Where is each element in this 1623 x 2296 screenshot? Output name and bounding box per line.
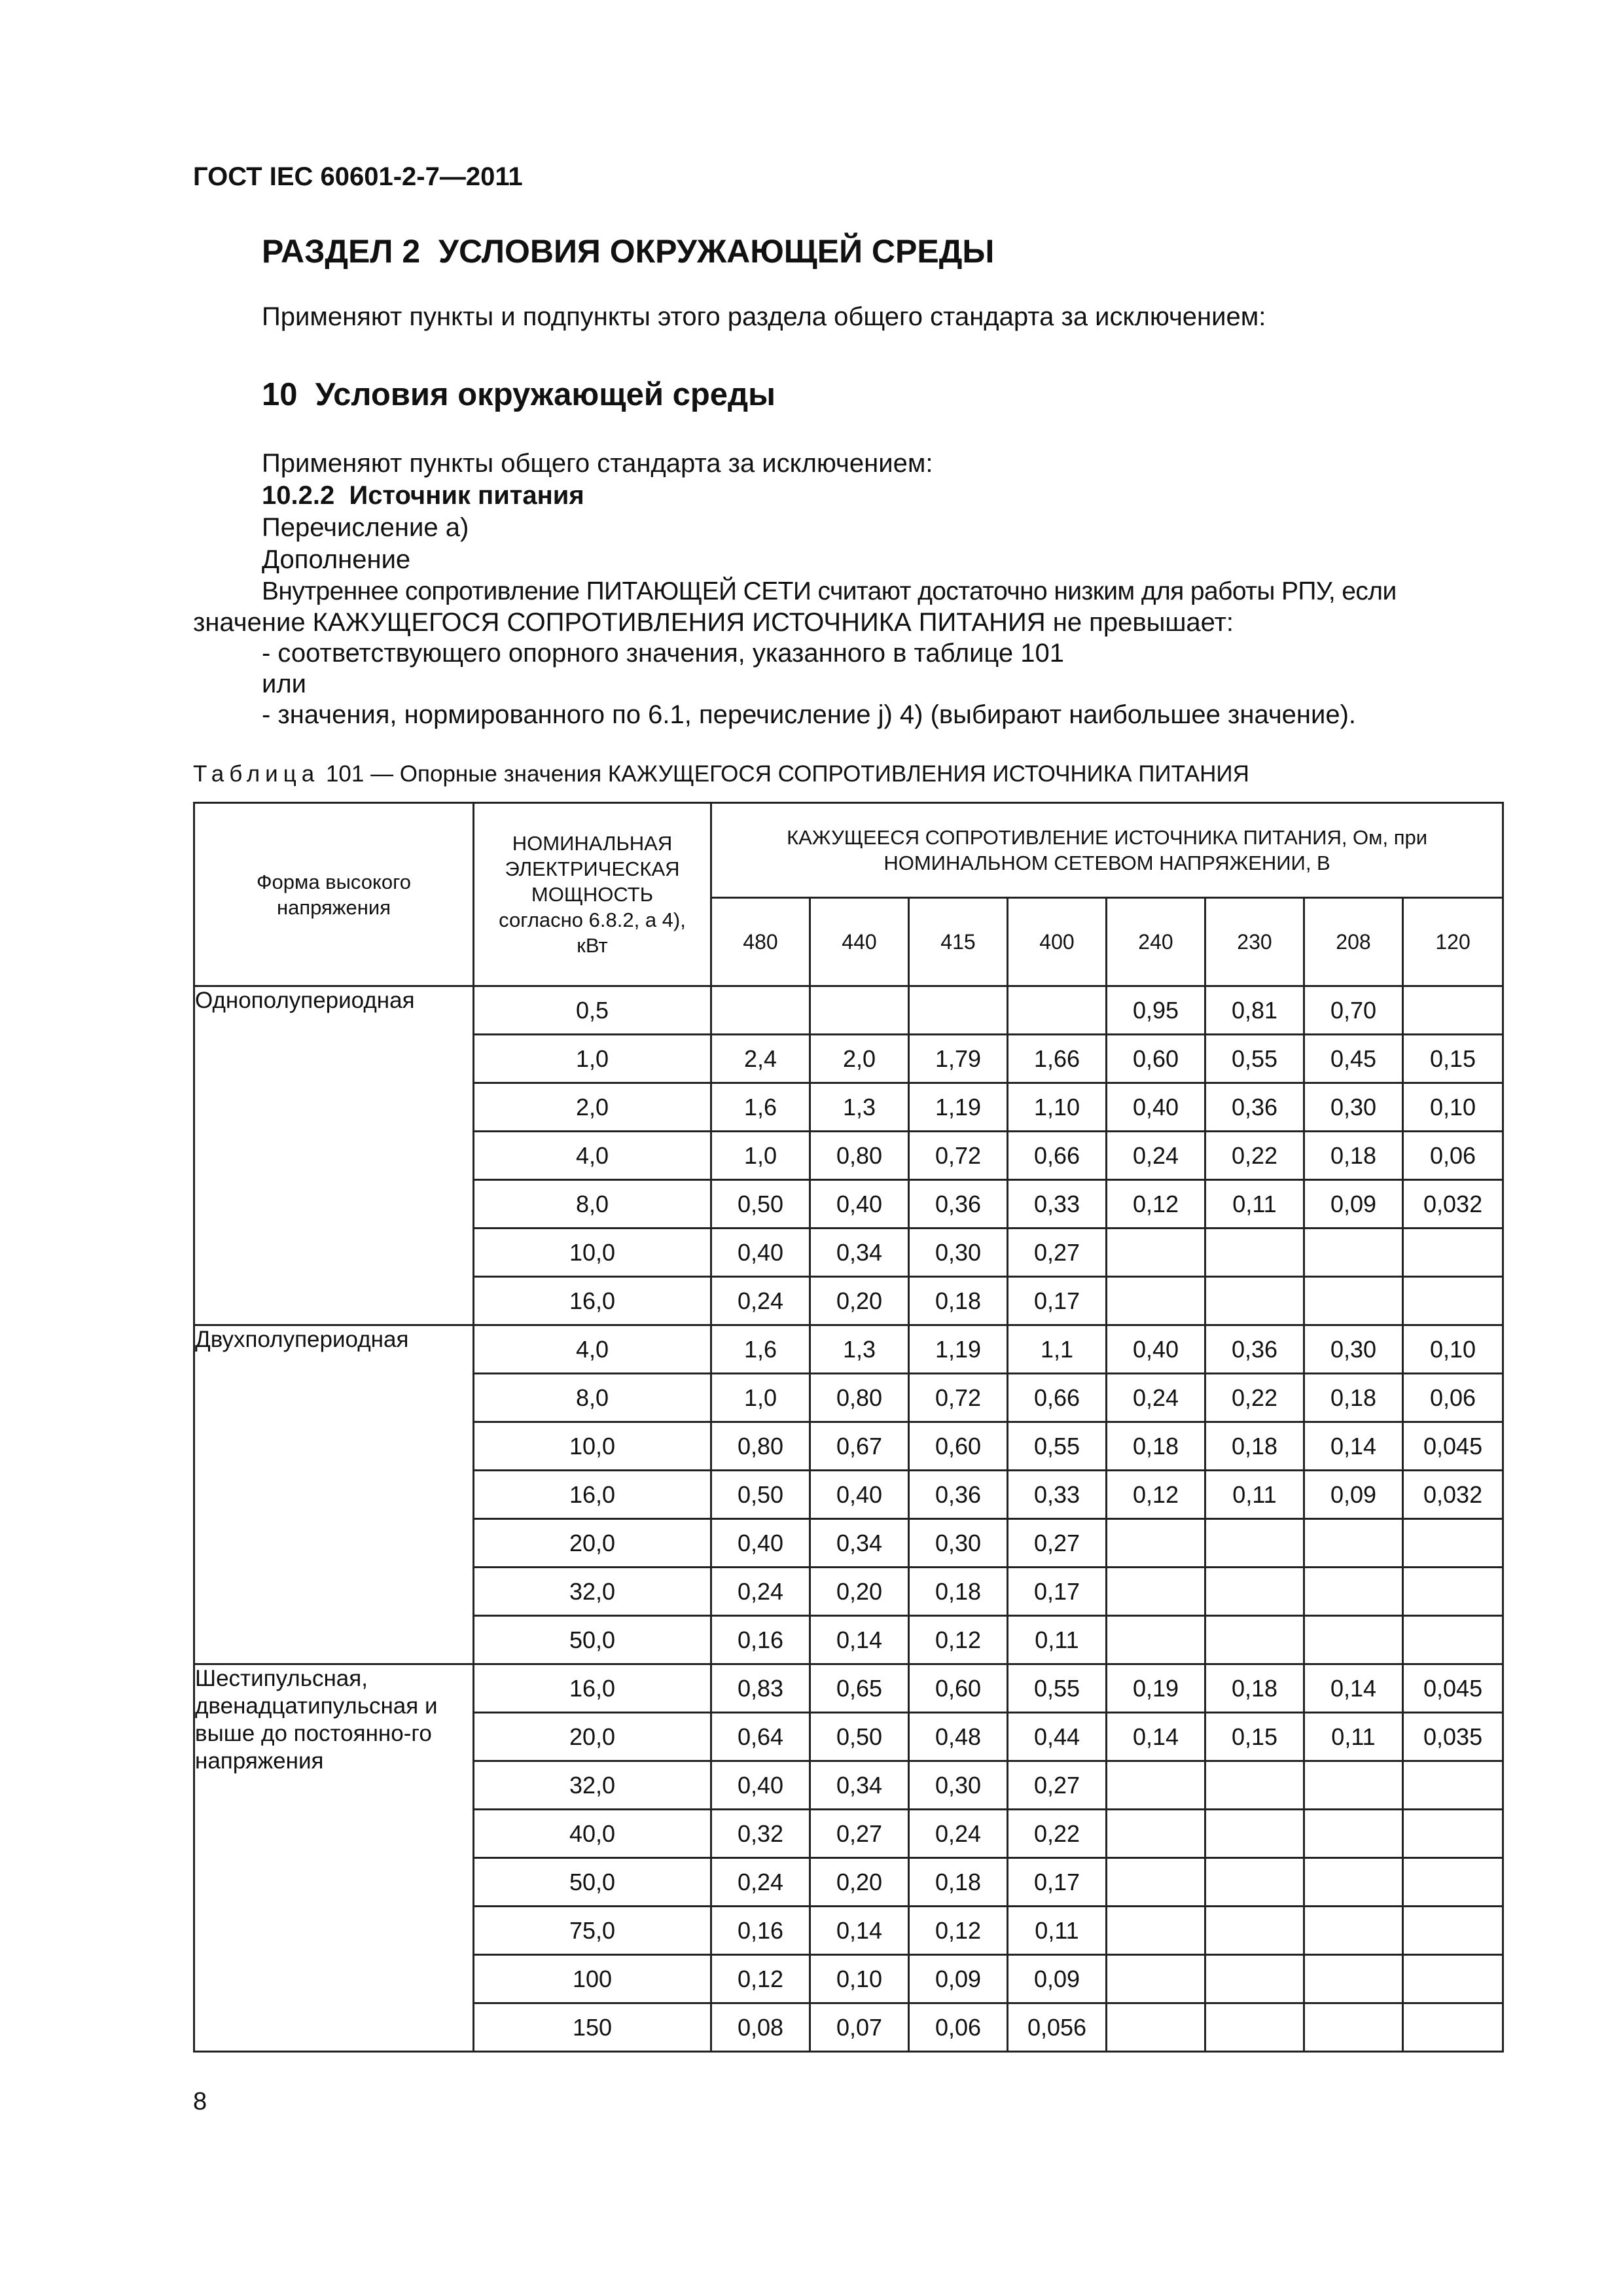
impedance-cell: 0,30 xyxy=(909,1761,1008,1810)
impedance-cell: 0,18 xyxy=(909,1277,1008,1325)
impedance-cell xyxy=(1304,1568,1403,1616)
impedance-cell xyxy=(1304,1277,1403,1325)
impedance-cell xyxy=(1107,1955,1205,2003)
impedance-cell: 0,32 xyxy=(711,1810,810,1858)
impedance-cell: 0,30 xyxy=(909,1229,1008,1277)
impedance-cell xyxy=(1107,2003,1205,2052)
impedance-cell: 0,14 xyxy=(810,1616,909,1664)
impedance-cell: 0,40 xyxy=(1107,1325,1205,1374)
impedance-cell xyxy=(1304,1810,1403,1858)
impedance-cell: 0,12 xyxy=(711,1955,810,2003)
subclause-title: 10.2.2 Источник питания xyxy=(262,481,584,510)
impedance-cell xyxy=(1403,1810,1503,1858)
impedance-cell xyxy=(1304,1858,1403,1907)
impedance-cell: 0,45 xyxy=(1304,1035,1403,1083)
impedance-cell: 0,65 xyxy=(810,1664,909,1713)
impedance-cell: 0,40 xyxy=(1107,1083,1205,1132)
impedance-cell: 0,44 xyxy=(1008,1713,1107,1761)
impedance-cell xyxy=(909,986,1008,1035)
impedance-cell: 0,55 xyxy=(1008,1664,1107,1713)
impedance-cell: 0,06 xyxy=(909,2003,1008,2052)
impedance-cell xyxy=(1304,1519,1403,1568)
impedance-cell: 0,40 xyxy=(810,1471,909,1519)
impedance-cell: 0,27 xyxy=(810,1810,909,1858)
impedance-cell: 0,045 xyxy=(1403,1664,1503,1713)
waveform-cell: Двухполупериодная xyxy=(194,1325,474,1664)
impedance-cell: 0,17 xyxy=(1008,1858,1107,1907)
impedance-cell: 0,09 xyxy=(1304,1180,1403,1229)
header-form: Форма высокого напряжения xyxy=(194,803,474,986)
impedance-cell: 1,19 xyxy=(909,1083,1008,1132)
power-cell: 8,0 xyxy=(474,1180,711,1229)
impedance-cell: 0,10 xyxy=(810,1955,909,2003)
voltage-header: 240 xyxy=(1107,898,1205,986)
impedance-cell: 0,40 xyxy=(810,1180,909,1229)
impedance-cell: 0,15 xyxy=(1403,1035,1503,1083)
impedance-cell xyxy=(1205,2003,1304,2052)
impedance-cell: 0,22 xyxy=(1008,1810,1107,1858)
impedance-cell xyxy=(1205,1858,1304,1907)
impedance-cell xyxy=(1205,1519,1304,1568)
table-caption xyxy=(193,761,1249,787)
impedance-cell xyxy=(1205,1277,1304,1325)
impedance-cell: 0,27 xyxy=(1008,1519,1107,1568)
impedance-cell: 1,0 xyxy=(711,1374,810,1422)
impedance-cell: 0,36 xyxy=(1205,1325,1304,1374)
table-row xyxy=(194,1664,1503,1713)
clause-text-line: Дополнение xyxy=(262,545,411,574)
impedance-cell: 0,15 xyxy=(1205,1713,1304,1761)
header-impedance-group: КАЖУЩЕЕСЯ СОПРОТИВЛЕНИЕ ИСТОЧНИКА ПИТАНИЯ, Ом, при НОМИНАЛЬНОМ СЕТЕВОМ НАПРЯЖЕНИИ, В xyxy=(711,803,1503,898)
power-cell: 50,0 xyxy=(474,1616,711,1664)
impedance-cell: 0,33 xyxy=(1008,1471,1107,1519)
impedance-cell: 1,1 xyxy=(1008,1325,1107,1374)
clause-text-line: Перечисление а) xyxy=(262,513,469,542)
voltage-header: 415 xyxy=(909,898,1008,986)
impedance-cell: 0,72 xyxy=(909,1374,1008,1422)
impedance-cell: 0,06 xyxy=(1403,1374,1503,1422)
power-cell: 10,0 xyxy=(474,1229,711,1277)
impedance-cell: 0,19 xyxy=(1107,1664,1205,1713)
impedance-cell xyxy=(1107,1616,1205,1664)
impedance-cell: 0,24 xyxy=(711,1568,810,1616)
impedance-cell xyxy=(1403,986,1503,1035)
impedance-cell xyxy=(1205,1229,1304,1277)
impedance-cell: 0,50 xyxy=(711,1471,810,1519)
impedance-cell: 0,12 xyxy=(1107,1180,1205,1229)
power-cell: 100 xyxy=(474,1955,711,2003)
impedance-cell: 0,60 xyxy=(909,1422,1008,1471)
impedance-cell xyxy=(1304,1955,1403,2003)
impedance-cell xyxy=(1205,1568,1304,1616)
impedance-cell: 0,66 xyxy=(1008,1374,1107,1422)
impedance-cell: 0,11 xyxy=(1205,1180,1304,1229)
list-item: - значения, нормированного по 6.1, перечисление j) 4) (выбирают наибольшее значение). xyxy=(262,700,1357,729)
impedance-cell: 0,83 xyxy=(711,1664,810,1713)
impedance-cell: 2,0 xyxy=(810,1035,909,1083)
impedance-cell xyxy=(1403,1616,1503,1664)
table-caption-text: 101 — Опорные значения КАЖУЩЕГОСЯ СОПРОТИВЛЕНИЯ ИСТОЧНИКА ПИТАНИЯ xyxy=(319,761,1249,787)
impedance-cell: 0,50 xyxy=(711,1180,810,1229)
section-title: РАЗДЕЛ 2 УСЛОВИЯ ОКРУЖАЮЩЕЙ СРЕДЫ xyxy=(262,233,995,270)
impedance-cell: 0,81 xyxy=(1205,986,1304,1035)
impedance-cell: 0,032 xyxy=(1403,1471,1503,1519)
impedance-cell: 1,19 xyxy=(909,1325,1008,1374)
paragraph-line: Внутреннее сопротивление ПИТАЮЩЕЙ СЕТИ считают достаточно низким для работы РПУ, если xyxy=(262,577,1397,605)
impedance-cell: 1,6 xyxy=(711,1083,810,1132)
impedance-cell: 0,11 xyxy=(1304,1713,1403,1761)
power-cell: 32,0 xyxy=(474,1568,711,1616)
impedance-cell: 0,34 xyxy=(810,1229,909,1277)
impedance-cell: 0,10 xyxy=(1403,1325,1503,1374)
impedance-cell: 0,11 xyxy=(1205,1471,1304,1519)
impedance-cell: 0,032 xyxy=(1403,1180,1503,1229)
reference-table xyxy=(193,802,1504,2053)
header-power: НОМИНАЛЬНАЯ ЭЛЕКТРИЧЕСКАЯ МОЩНОСТЬ согласно 6.8.2, а 4), кВт xyxy=(474,803,711,986)
impedance-cell: 0,22 xyxy=(1205,1132,1304,1180)
impedance-cell: 2,4 xyxy=(711,1035,810,1083)
document-code: ГОСТ IEC 60601-2-7—2011 xyxy=(193,162,523,191)
clause-title: 10 Условия окружающей среды xyxy=(262,377,776,412)
impedance-cell: 0,056 xyxy=(1008,2003,1107,2052)
impedance-cell xyxy=(1304,1229,1403,1277)
impedance-cell: 0,14 xyxy=(1304,1422,1403,1471)
impedance-cell: 0,24 xyxy=(711,1277,810,1325)
impedance-cell: 0,22 xyxy=(1205,1374,1304,1422)
impedance-cell: 0,06 xyxy=(1403,1132,1503,1180)
impedance-cell: 0,09 xyxy=(1008,1955,1107,2003)
voltage-header: 480 xyxy=(711,898,810,986)
impedance-cell: 0,24 xyxy=(1107,1132,1205,1180)
power-cell: 20,0 xyxy=(474,1519,711,1568)
impedance-cell xyxy=(1403,1277,1503,1325)
impedance-cell: 1,66 xyxy=(1008,1035,1107,1083)
impedance-cell: 0,36 xyxy=(909,1180,1008,1229)
impedance-cell: 1,3 xyxy=(810,1083,909,1132)
impedance-cell: 0,14 xyxy=(810,1907,909,1955)
impedance-cell: 0,24 xyxy=(1107,1374,1205,1422)
power-cell: 0,5 xyxy=(474,986,711,1035)
impedance-cell: 0,34 xyxy=(810,1761,909,1810)
impedance-cell: 0,18 xyxy=(1304,1132,1403,1180)
impedance-cell: 0,12 xyxy=(909,1616,1008,1664)
impedance-cell: 0,09 xyxy=(1304,1471,1403,1519)
impedance-cell: 1,0 xyxy=(711,1132,810,1180)
impedance-cell: 0,33 xyxy=(1008,1180,1107,1229)
impedance-cell xyxy=(1205,1955,1304,2003)
voltage-header: 440 xyxy=(810,898,909,986)
power-cell: 32,0 xyxy=(474,1761,711,1810)
section-intro: Применяют пункты и подпункты этого раздела общего стандарта за исключением: xyxy=(262,302,1266,331)
impedance-cell xyxy=(1205,1761,1304,1810)
voltage-header: 400 xyxy=(1008,898,1107,986)
impedance-cell: 0,48 xyxy=(909,1713,1008,1761)
impedance-cell: 0,36 xyxy=(1205,1083,1304,1132)
power-cell: 40,0 xyxy=(474,1810,711,1858)
impedance-cell: 0,09 xyxy=(909,1955,1008,2003)
impedance-cell: 0,27 xyxy=(1008,1229,1107,1277)
impedance-cell: 0,17 xyxy=(1008,1568,1107,1616)
impedance-cell: 0,18 xyxy=(909,1568,1008,1616)
impedance-cell: 0,30 xyxy=(1304,1083,1403,1132)
impedance-cell xyxy=(1107,1568,1205,1616)
impedance-cell: 0,40 xyxy=(711,1519,810,1568)
impedance-cell xyxy=(1403,2003,1503,2052)
impedance-cell: 0,18 xyxy=(909,1858,1008,1907)
voltage-header: 120 xyxy=(1403,898,1503,986)
impedance-cell: 0,20 xyxy=(810,1277,909,1325)
impedance-cell: 0,18 xyxy=(1205,1422,1304,1471)
list-item: - соответствующего опорного значения, указанного в таблице 101 xyxy=(262,639,1064,668)
power-cell: 8,0 xyxy=(474,1374,711,1422)
power-cell: 16,0 xyxy=(474,1277,711,1325)
impedance-cell: 0,08 xyxy=(711,2003,810,2052)
impedance-cell xyxy=(1403,1858,1503,1907)
impedance-cell: 0,64 xyxy=(711,1713,810,1761)
impedance-cell xyxy=(1403,1955,1503,2003)
impedance-cell: 0,27 xyxy=(1008,1761,1107,1810)
impedance-cell: 0,18 xyxy=(1107,1422,1205,1471)
impedance-cell xyxy=(1403,1519,1503,1568)
power-cell: 10,0 xyxy=(474,1422,711,1471)
impedance-cell xyxy=(1403,1761,1503,1810)
impedance-cell: 1,3 xyxy=(810,1325,909,1374)
power-cell: 50,0 xyxy=(474,1858,711,1907)
impedance-cell: 0,34 xyxy=(810,1519,909,1568)
impedance-cell: 0,20 xyxy=(810,1568,909,1616)
impedance-cell xyxy=(1304,1616,1403,1664)
impedance-cell: 0,07 xyxy=(810,2003,909,2052)
impedance-cell: 0,12 xyxy=(909,1907,1008,1955)
impedance-cell: 0,035 xyxy=(1403,1713,1503,1761)
impedance-cell: 0,18 xyxy=(1205,1664,1304,1713)
power-cell: 150 xyxy=(474,2003,711,2052)
power-cell: 75,0 xyxy=(474,1907,711,1955)
table-row xyxy=(194,986,1503,1035)
impedance-cell: 0,55 xyxy=(1205,1035,1304,1083)
impedance-cell xyxy=(711,986,810,1035)
clause-text-line: Применяют пункты общего стандарта за исключением: xyxy=(262,449,933,478)
impedance-cell: 0,20 xyxy=(810,1858,909,1907)
impedance-cell xyxy=(1205,1907,1304,1955)
impedance-cell xyxy=(1107,1277,1205,1325)
impedance-cell xyxy=(1304,1761,1403,1810)
impedance-cell: 0,18 xyxy=(1304,1374,1403,1422)
impedance-cell: 0,60 xyxy=(909,1664,1008,1713)
impedance-cell: 0,10 xyxy=(1403,1083,1503,1132)
table-row xyxy=(194,1325,1503,1374)
impedance-cell xyxy=(1107,1519,1205,1568)
impedance-cell: 0,80 xyxy=(810,1374,909,1422)
impedance-cell xyxy=(1205,1810,1304,1858)
power-cell: 1,0 xyxy=(474,1035,711,1083)
impedance-cell: 1,6 xyxy=(711,1325,810,1374)
impedance-cell xyxy=(1304,2003,1403,2052)
impedance-cell: 0,045 xyxy=(1403,1422,1503,1471)
impedance-cell: 0,16 xyxy=(711,1907,810,1955)
voltage-header: 208 xyxy=(1304,898,1403,986)
impedance-cell: 0,12 xyxy=(1107,1471,1205,1519)
power-cell: 4,0 xyxy=(474,1132,711,1180)
impedance-cell xyxy=(1107,1229,1205,1277)
power-cell: 20,0 xyxy=(474,1713,711,1761)
impedance-cell: 0,14 xyxy=(1107,1713,1205,1761)
impedance-cell xyxy=(1403,1229,1503,1277)
page-number: 8 xyxy=(193,2088,207,2115)
impedance-cell: 0,14 xyxy=(1304,1664,1403,1713)
impedance-cell: 0,24 xyxy=(711,1858,810,1907)
impedance-cell xyxy=(1205,1616,1304,1664)
impedance-cell xyxy=(1403,1907,1503,1955)
impedance-cell: 0,11 xyxy=(1008,1907,1107,1955)
impedance-cell: 0,36 xyxy=(909,1471,1008,1519)
impedance-cell: 0,24 xyxy=(909,1810,1008,1858)
paragraph-line: значение КАЖУЩЕГОСЯ СОПРОТИВЛЕНИЯ ИСТОЧНИКА ПИТАНИЯ не превышает: xyxy=(193,608,1234,637)
impedance-cell: 0,66 xyxy=(1008,1132,1107,1180)
impedance-cell: 0,50 xyxy=(810,1713,909,1761)
list-connector: или xyxy=(262,670,307,698)
impedance-cell xyxy=(1107,1761,1205,1810)
power-cell: 16,0 xyxy=(474,1664,711,1713)
waveform-cell: Шестипульсная, двенадцатипульсная и выше до постоянно-го напряжения xyxy=(194,1664,474,2052)
impedance-cell: 0,60 xyxy=(1107,1035,1205,1083)
voltage-header: 230 xyxy=(1205,898,1304,986)
impedance-cell: 0,55 xyxy=(1008,1422,1107,1471)
impedance-cell xyxy=(1403,1568,1503,1616)
impedance-cell xyxy=(810,986,909,1035)
waveform-cell: Однополупериодная xyxy=(194,986,474,1325)
impedance-cell: 0,40 xyxy=(711,1229,810,1277)
table-caption-word: Таблица xyxy=(193,761,320,787)
impedance-cell xyxy=(1107,1907,1205,1955)
impedance-cell: 0,40 xyxy=(711,1761,810,1810)
impedance-cell xyxy=(1107,1810,1205,1858)
impedance-cell: 0,17 xyxy=(1008,1277,1107,1325)
power-cell: 16,0 xyxy=(474,1471,711,1519)
impedance-cell xyxy=(1008,986,1107,1035)
power-cell: 2,0 xyxy=(474,1083,711,1132)
impedance-cell: 0,70 xyxy=(1304,986,1403,1035)
impedance-cell: 0,30 xyxy=(1304,1325,1403,1374)
impedance-cell xyxy=(1107,1858,1205,1907)
impedance-cell: 0,67 xyxy=(810,1422,909,1471)
impedance-cell xyxy=(1304,1907,1403,1955)
impedance-cell: 1,79 xyxy=(909,1035,1008,1083)
power-cell: 4,0 xyxy=(474,1325,711,1374)
impedance-cell: 0,72 xyxy=(909,1132,1008,1180)
impedance-cell: 0,80 xyxy=(810,1132,909,1180)
impedance-cell: 0,80 xyxy=(711,1422,810,1471)
impedance-cell: 0,11 xyxy=(1008,1616,1107,1664)
impedance-cell: 0,95 xyxy=(1107,986,1205,1035)
impedance-cell: 0,16 xyxy=(711,1616,810,1664)
impedance-cell: 0,30 xyxy=(909,1519,1008,1568)
impedance-cell: 1,10 xyxy=(1008,1083,1107,1132)
